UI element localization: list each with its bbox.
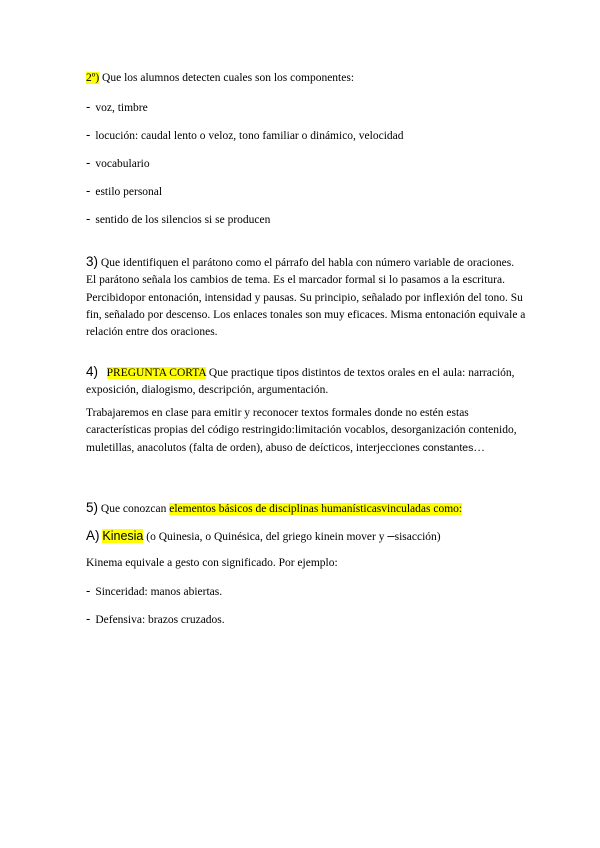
list-item-text: Defensiva: brazos cruzados. — [95, 614, 225, 626]
section-5-highlight: elementos básicos de disciplinas humanísticasvinculadas como: — [169, 503, 463, 515]
list-item-text: Sinceridad: manos abiertas. — [95, 586, 223, 598]
section-3-text: Que identifiquen el parátono como el párrafo del habla con número variable de oraciones. El parátono señala los cambios de tema. Es el marcador formal si lo pasamos a la escritura. Percibidopor entonación, intensidad y pausas. Su principio, señalado por inflexión del tono. Su fin, señalado por descenso. Los enlaces tonales son muy eficaces. Misma entonación equivale a relación entre dos oraciones. — [86, 257, 526, 339]
dash-bullet-icon: - — [86, 155, 91, 170]
kinesia-text-1: (o Quinesia, o Quinésica, del griego kinein mover y — [143, 531, 388, 543]
list-item-text: locución: caudal lento o veloz, tono familiar o dinámico, velocidad — [95, 130, 404, 142]
list-item — [86, 155, 150, 172]
section-4-paragraph — [86, 363, 526, 400]
section-4-number: 4) — [86, 364, 99, 379]
dash-bullet-icon: - — [86, 211, 91, 226]
section-4-paragraph-2 — [86, 405, 526, 457]
section-2-number: 2º) — [86, 72, 100, 84]
kinesia-highlight: Kinesia — [102, 529, 144, 543]
dash-bullet-icon: - — [86, 611, 91, 626]
list-item-text: sentido de los silencios si se producen — [95, 214, 271, 226]
section-3-number: 3) — [86, 254, 99, 269]
list-item — [86, 127, 404, 144]
section-2-intro: Que los alumnos detecten cuales son los componentes: — [99, 72, 355, 84]
pregunta-corta-highlight: PREGUNTA CORTA — [106, 367, 207, 379]
list-item — [86, 583, 222, 600]
dash-bullet-icon: - — [86, 99, 91, 114]
section-5-number: 5) — [86, 500, 99, 515]
list-item-text: estilo personal — [95, 186, 163, 198]
kinesia-text-2: sisacción) — [394, 531, 441, 543]
kinesia-dash: – — [387, 528, 395, 543]
list-item — [86, 611, 225, 628]
list-item-text: vocabulario — [95, 158, 150, 170]
kinema-line: Kinema equivale a gesto con significado. Por ejemplo: — [86, 557, 338, 569]
section-4-para2-text: Trabajaremos en clase para emitir y reconocer textos formales donde no estén estas características propias del código restringido:limitación vocablos, desorganización contenido, muletillas, anacolutos (falta de orden), abuso de deícticos, interjecciones — [86, 407, 517, 454]
section-4-text: Que practique tipos distintos de textos orales en el aula: narración, exposición, dialogismo, descripción, argumentación. — [86, 367, 515, 397]
section-4-para2-end: constantes — [422, 441, 474, 454]
list-item — [86, 183, 162, 200]
dash-bullet-icon: - — [86, 583, 91, 598]
section-5-intro: Que conozcan — [98, 503, 170, 515]
list-item — [86, 99, 148, 116]
list-item-text: voz, timbre — [95, 102, 148, 114]
dash-bullet-icon: - — [86, 127, 91, 142]
section-3-paragraph — [86, 253, 526, 341]
section-2-heading — [86, 70, 354, 86]
ellipsis: … — [473, 441, 485, 454]
list-item — [86, 211, 270, 228]
sub-letter: A) — [86, 528, 100, 543]
dash-bullet-icon: - — [86, 183, 91, 198]
section-5-heading — [86, 500, 462, 517]
kinesia-line — [86, 528, 441, 545]
